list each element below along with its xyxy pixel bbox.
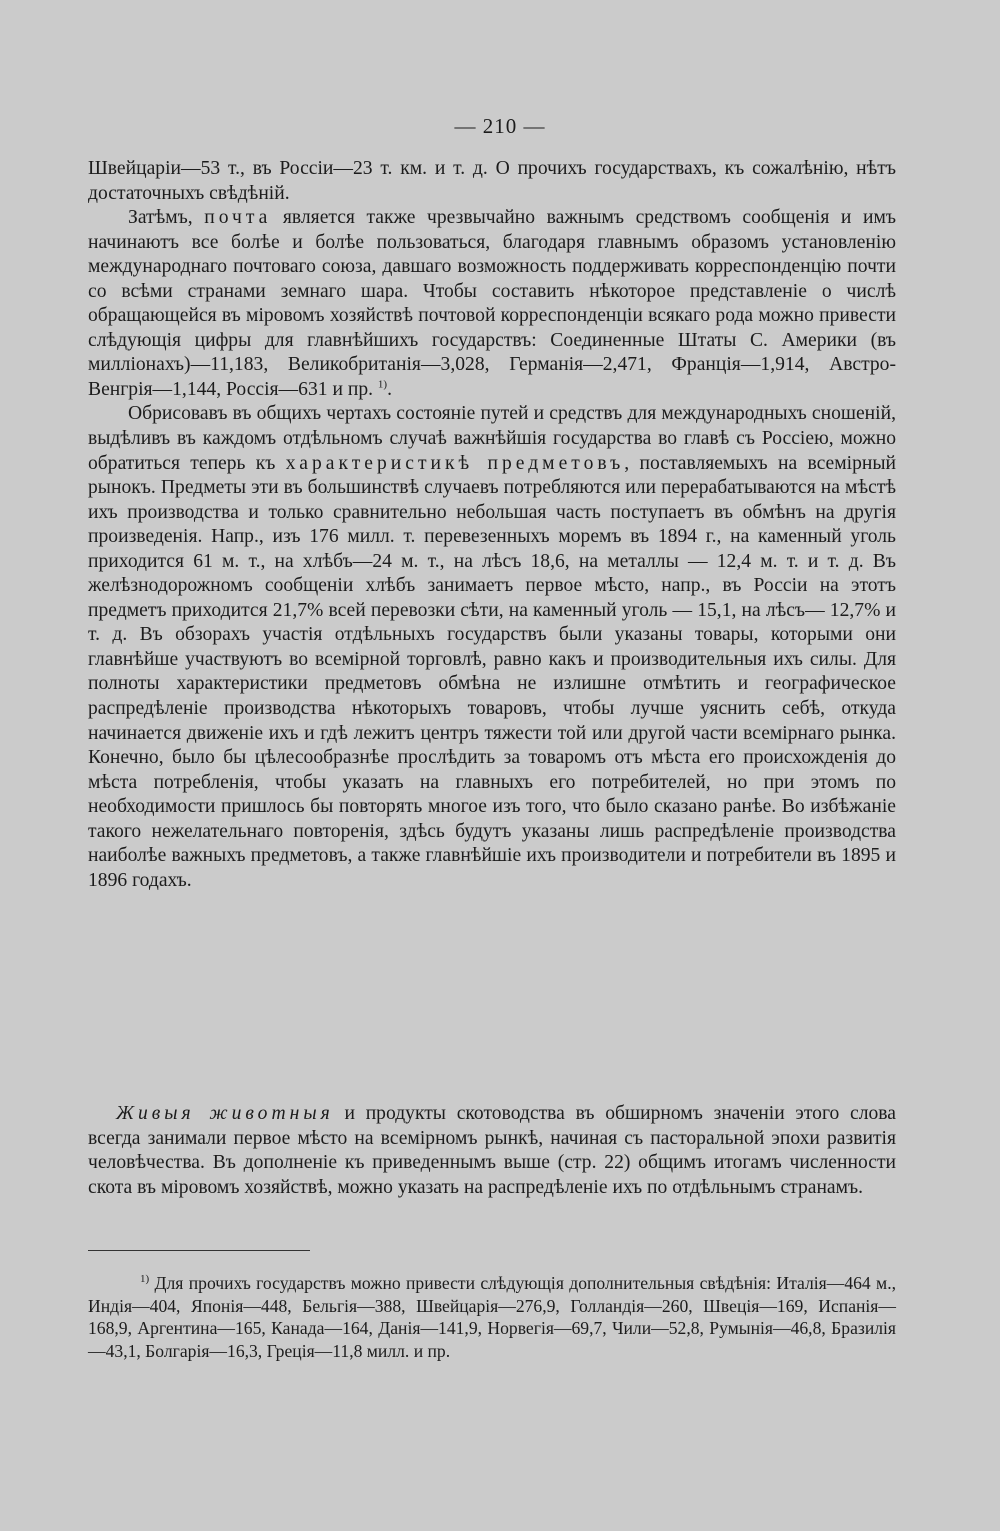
footnote [88,1272,896,1362]
paragraph-livestock [88,1102,896,1200]
text-run: Для прочихъ государствъ можно привести слѣдующія дополнительныя свѣдѣнія: Италія—464 м., Индія—404, Японія—448, Бельгія—388, Швейцарія—276,9, Голландія—260, Швеція—169, Испанія—168,9, Аргентина—165, Канада—164, Данія—141,9, Норвегія—69,7, Чили—52,8, Румынія—46,8, Бразилія—43,1, Болгарія—16,3, Греція—11,8 милл. и пр. [88,1273,896,1361]
text-run: и продукты скотоводства въ обширномъ значеніи этого слова всегда занимали первое мѣсто на всемірномъ рынкѣ, начиная съ пасторальной эпохи развитія человѣчества. Въ дополненіе къ приведеннымъ выше (стр. 22) общимъ итогамъ численности скота въ міровомъ хозяйствѣ, можно указать на распредѣленіе ихъ по отдѣльнымъ странамъ. [88,1103,896,1198]
spaced-term-characteristic: характеристикѣ предметовъ [285,452,625,474]
footnote-text [88,1272,896,1362]
spaced-term-post: почта [204,207,272,229]
text-run: является также чрезвычайно важнымъ средствомъ сообщенія и имъ начинаютъ все болѣе и болѣе пользоваться, благодаря главнымъ образомъ установленію международнаго почтоваго союза, давшаго возможность поддерживать корреспонденцію почти со всѣми странами земнаго шара. Чтобы составить нѣкоторое представленіе о числѣ обращающейся въ міровомъ хозяйствѣ почтовой корреспонденціи всякаго рода можно привести слѣдующія цифры для главнѣйшихъ государствъ: Соединенные Штаты С. Америки (въ милліонахъ)—11,183, Великобританія—3,028, Германія—2,471, Франція—1,914, Австро-Венгрія—1,144, Россія—631 и пр. [88,207,896,400]
text-run: , поставляемыхъ на всемірный рынокъ. Предметы эти въ большинствѣ случаевъ потребляются или перерабатываются на мѣстѣ ихъ производства и только сравнительно небольшая часть поступаетъ въ обмѣнъ на другія произведенія. Напр., изъ 176 милл. т. перевезенныхъ моремъ въ 1894 г., на каменный уголь приходится 61 м. т., на хлѣбъ—24 м. т., на лѣсъ 18,6, на металлы — 12,4 м. т. и т. д. Въ желѣзнодорожномъ сообщеніи хлѣбъ занимаетъ первое мѣсто, напр., въ Россіи на этотъ предметъ приходится 21,7% всей перевозки сѣти, на каменный уголь — 15,1, на лѣсъ— 12,7% и т. д. Въ обзорахъ участія отдѣльныхъ государствъ были указаны товары, которыми они главнѣйше участвуютъ во всемірной торговлѣ, равно какъ и производительныя ихъ силы. Для полноты характеристики предметовъ обмѣна не излишне отмѣтить и географическое распредѣленіе производства нѣкоторыхъ товаровъ, чтобы лучше уяснить себѣ, откуда начинается движеніе ихъ и гдѣ лежитъ центръ тяжести той или другой части всемірнаго рынка. Конечно, было бы цѣлесообразнѣе прослѣдить за товаромъ отъ мѣста его происхожденія до мѣста потребленія, чтобы указать на главныхъ его потребителей, но при этомъ по необходимости пришлось бы повторять многое изъ того, что было сказано ранѣе. Во избѣжаніе такого нежелательнаго повторенія, здѣсь будутъ указаны лишь распредѣленіе производства наиболѣе важныхъ предметовъ, а также главнѣйшіе ихъ производители и потребители въ 1895 и 1896 годахъ. [88,452,897,891]
section-heading: Живыя животныя [116,1103,334,1124]
footnote-divider [88,1250,310,1251]
footnote-marker: 1) [140,1273,150,1286]
paragraph-goods [88,402,896,893]
text-run: Обрисовавъ въ общихъ чертахъ состояніе путей и средствъ для международныхъ сношеній, выдѣливъ въ каждомъ отдѣльномъ случаѣ важнѣйшія государства во главѣ съ Россіею, можно обратиться теперь къ [88,403,896,474]
page-number: — 210 — [454,114,546,138]
section-livestock [88,1102,896,1200]
paragraph-post [88,206,896,402]
main-text [88,157,896,893]
text-run: . [387,378,392,400]
text-run: Затѣмъ, [128,207,205,229]
paragraph-continuation: Швейцаріи—53 т., въ Россіи—23 т. км. и т. д. О прочихъ государствахъ, къ сожалѣнію, нѣтъ достаточныхъ свѣдѣній. [88,158,896,204]
footnote-ref: 1) [377,378,388,391]
